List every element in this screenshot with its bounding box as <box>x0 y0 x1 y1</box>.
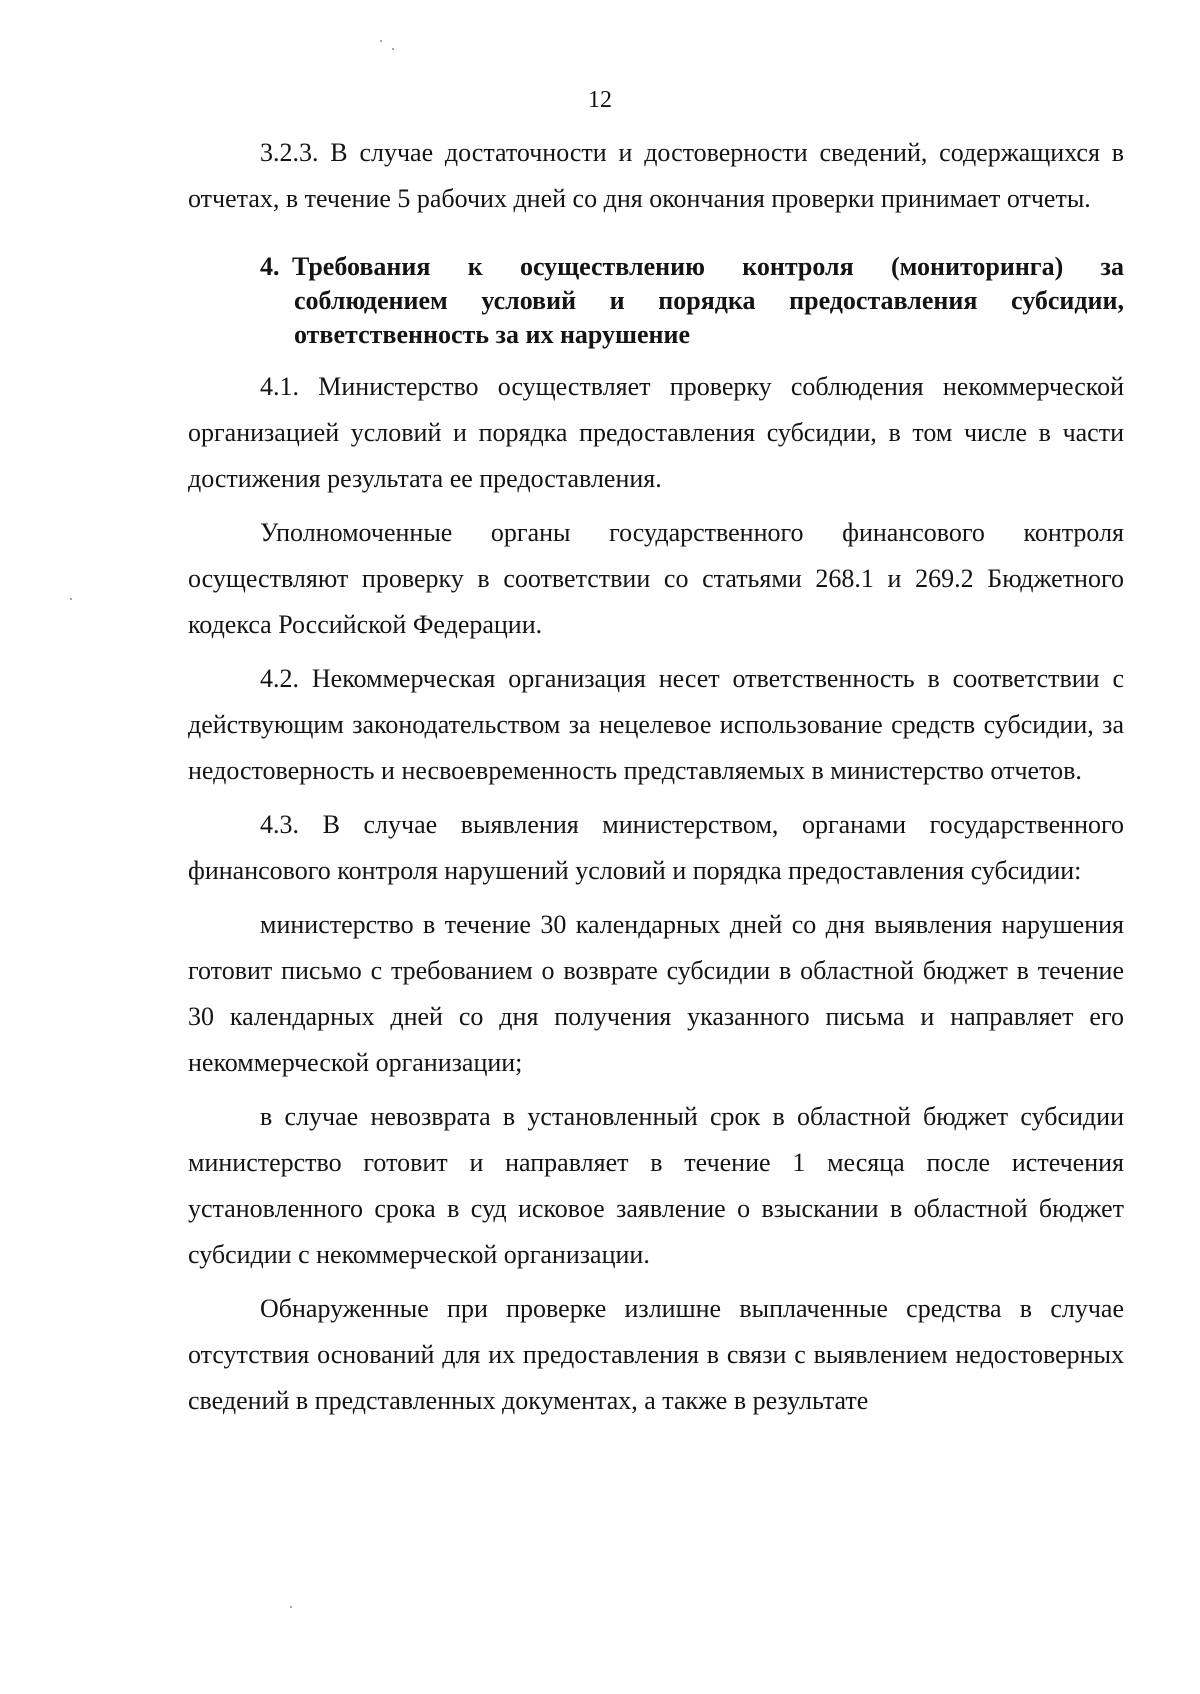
scan-speck <box>70 598 72 600</box>
section-heading-number: 4. <box>260 252 280 281</box>
paragraph-3-2-3: 3.2.3. В случае достаточности и достоверности сведений, содержащихся в отчетах, в течение 5 рабочих дней со дня окончания проверки принимает отчеты. <box>188 138 1124 213</box>
paragraph-4-1: 4.1. Министерство осуществляет проверку соблюдения некоммерческой организацией условий и порядка предоставления субсидии, в том числе в части достижения результата ее предоставления. <box>188 372 1124 493</box>
section-heading <box>188 250 1124 352</box>
document-body <box>188 130 1124 1424</box>
paragraph-nonreturn: в случае невозврата в установленный срок в областной бюджет субсидии министерство готовит и направляет в течение 1 месяца после истечения установленного срока в суд исковое заявление о взыскании в областной бюджет субсидии с некоммерческой организации. <box>188 1102 1124 1269</box>
paragraph-4-2: 4.2. Некоммерческая организация несет ответственность в соответствии с действующим законодательством за нецелевое использование средств субсидии, за недостоверность и несвоевременность представляемых в министерство отчетов. <box>188 664 1124 785</box>
section-heading-text: Требования к осуществлению контроля (мониторинга) за соблюдением условий и порядка предоставления субсидии, ответственность за их нарушение <box>292 252 1124 349</box>
paragraph-4-3: 4.3. В случае выявления министерством, органами государственного финансового контроля нарушений условий и порядка предоставления субсидии: <box>188 810 1124 885</box>
scan-speck <box>290 1606 292 1608</box>
scan-speck <box>380 40 382 42</box>
scan-speck <box>392 48 394 50</box>
page-number: 12 <box>588 87 612 113</box>
paragraph-ministry-letter: министерство в течение 30 календарных дней со дня выявления нарушения готовит письмо с требованием о возврате субсидии в областной бюджет в течение 30 календарных дней со дня получения указанного письма и направляет его некоммерческой организации; <box>188 910 1124 1077</box>
paragraph-overpaid-funds: Обнаруженные при проверке излишне выплаченные средства в случае отсутствия оснований для их предоставления в связи с выявлением недостоверных сведений в представленных документах, а также в результате <box>188 1294 1124 1415</box>
paragraph-authorized-bodies: Уполномоченные органы государственного финансового контроля осуществляют проверку в соответствии со статьями 268.1 и 269.2 Бюджетного кодекса Российской Федерации. <box>188 518 1124 639</box>
